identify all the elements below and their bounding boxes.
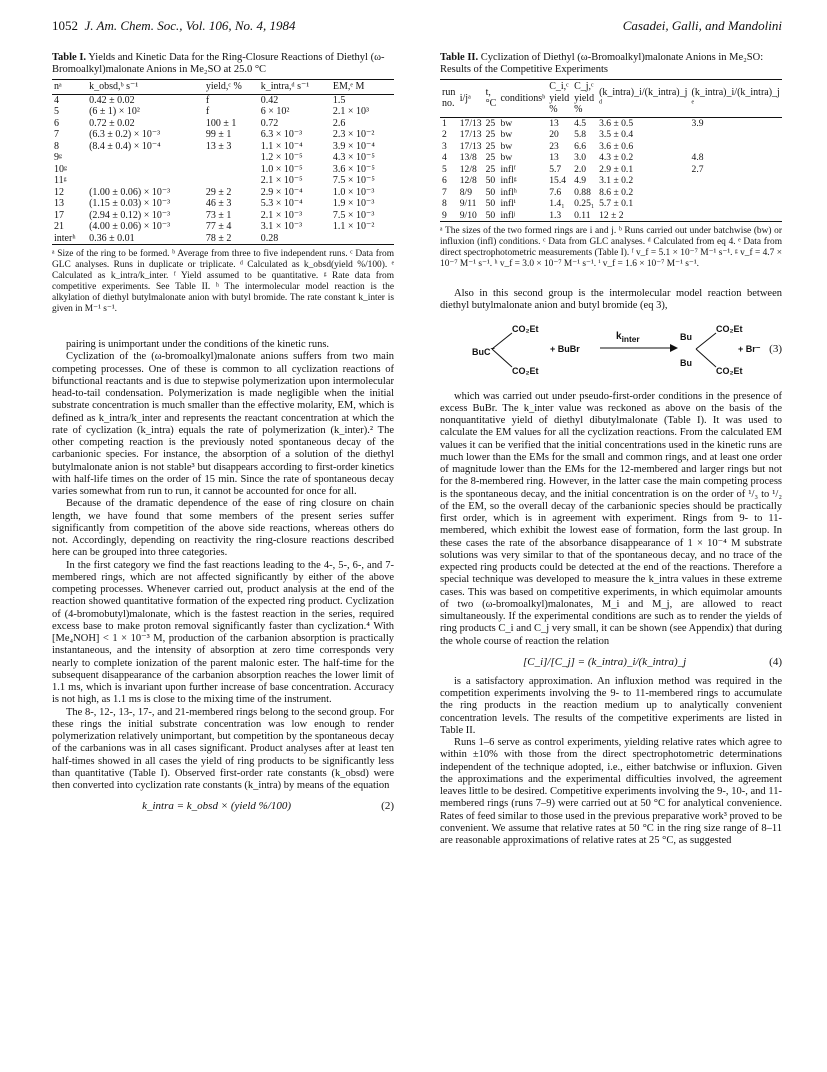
table1-cell: [204, 152, 259, 164]
table2-cell: 3.0: [574, 152, 587, 163]
table1-row: [52, 233, 394, 245]
table2-cell: 25: [485, 163, 496, 175]
table1-cell: (4.00 ± 0.06) × 10⁻³: [89, 221, 171, 232]
page-number: 1052: [52, 18, 78, 33]
equation-4: [440, 656, 782, 668]
table2-row: [440, 129, 782, 141]
table2-cell: 50: [485, 209, 496, 221]
table1-cell: 9ᵍ: [54, 152, 63, 163]
table2-cell: 25: [485, 140, 496, 152]
table1-cell: f: [205, 106, 210, 117]
table1-cell: (8.4 ± 0.4) × 10⁻⁴: [89, 140, 161, 152]
table2-cell: 3: [442, 140, 447, 152]
paragraph: which was carried out under pseudo-first-order conditions in the presence of excess BuBr. The k_inter value was reckoned as above on the basis of the nonquantitative yield of diethyl dibutylmalonate (Table I). It was used to calculate the EM values for all the cyclization reactions. From the calculated EM values it can be verified that the initial concentrations used in the kinetic runs are much lower than the EMs for the small and common rings, and at least one order of magnitude lower than the EMs for the 12-membered and larger rings but not for the 8-membered ring. However, in the latter case the main competing process is the spontaneous decay, and the initial concentration is on the order of ¹/₃ to ¹/₂ of the EM, so the overall decay of the carbanionic species should be practically first order, which is in agreement with experiment. Rings from 9- to 11-membered, which exhibit the lowest ease of formation, form the last group. In these cases the rate of the absorbance disappearance of 1 × 10⁻⁴ M substrate solutions was very similar to that of the spontaneous decay, and no trace of the expected ring products could be detected at the end of the reactions. Therefore a special technique was developed to measure the k_intra values in these extreme cases. This was based on competitive experiments, in which equimolar amounts of two (ω-bromoalkyl)malonates, M_i and M_j, are allowed to react simultaneously. If the experimental conditions are such as to render the yields of ring products C_i and C_j very small, it can be shown (see Appendix) that during the whole course of reaction the relation: [440, 390, 782, 647]
table1-label: Table I.: [52, 52, 87, 63]
table2-header: i/jᵃ: [459, 92, 471, 104]
table1-cell: 1.9 × 10⁻³: [332, 198, 375, 209]
table1-cell: (6.3 ± 0.2) × 10⁻³: [89, 129, 161, 140]
table2-cell: [690, 141, 782, 153]
table2-title: Cyclization of Diethyl (ω-Bromoalkyl)malonate Anions in Me₂SO: Results of the Competitive Experiments: [440, 52, 764, 75]
table1-cell: interʰ: [54, 232, 76, 244]
table2-cell: 15.4: [549, 175, 567, 186]
equation-4-body: [C_i]/[C_j] = (k_intra)_i/(k_intra)_j: [522, 655, 687, 668]
table1-caption: [52, 52, 394, 76]
table2-cell: 3.6 ± 0.5: [599, 117, 634, 129]
table2-cell: 25: [485, 129, 496, 140]
table2-cell: 1: [442, 117, 447, 129]
table1-cell: [331, 233, 394, 245]
table1-cell: 0.72 ± 0.02: [89, 117, 135, 129]
table1-cell: 2.1 × 10³: [332, 106, 370, 117]
table1-cell: 6 × 10²: [260, 106, 290, 117]
table1-cell: 0.28: [260, 232, 279, 244]
table2-cell: bw: [500, 140, 513, 152]
table2-cell: 9/10: [459, 209, 477, 221]
table1-cell: [204, 164, 259, 176]
table1-header-row: [52, 80, 394, 95]
k-symbol: k: [616, 330, 622, 342]
right-body-text-2: [440, 676, 782, 848]
paragraph: pairing is unimportant under the conditions of the kinetic runs.: [66, 339, 330, 350]
table1-cell: 3.1 × 10⁻³: [260, 221, 303, 232]
paragraph: Cyclization of the (ω-bromoalkyl)malonate anions suffers from two main competing processes. One of these is common to all cyclization reactions of bifunctional reactants and is due to stepwise polymerization upon intermolecular head-to-tail condensation. Polymerization is made negligible when the initial substrate concentration is much smaller than the effective molarity, EM, which is defined as k_intra/k_inter and represents the reactant concentration at which the rate of cyclization (k_intra) equals the rate of polymerization (k_inter).² The other competing reaction is the previously noted spontaneous decay of the carbanionic species. For instance, the absorption of a solution of the diethyl butylmalonate anion is not stable³ but disappears according to first-order kinetics with half-life times on the order of 15 min. Since the rate of spontaneous decay varies somewhat from run to run, it cannot be accounted for once for all.: [52, 351, 394, 497]
reagent-bubr: + BuBr: [550, 343, 580, 354]
table2-cell: 2.0: [574, 163, 587, 175]
table1-cell: 13: [54, 198, 64, 209]
table1-cell: 17: [54, 209, 64, 221]
bu-label: Bu: [472, 346, 484, 357]
table2-cell: 5.8: [574, 129, 587, 140]
table1-cell: 99 ± 1: [205, 129, 232, 140]
table1-cell: 4.3 × 10⁻⁵: [332, 152, 375, 163]
table2-cell: 2.9 ± 0.1: [599, 163, 634, 175]
table2-header: t, °C: [485, 86, 497, 110]
table1-header: EM,ᵉ M: [332, 81, 365, 92]
table1-cell: 3.6 × 10⁻⁵: [332, 163, 375, 175]
table1-cell: 7.5 × 10⁻⁵: [332, 175, 375, 186]
table2-row: [440, 187, 782, 199]
product-bu-top: Bu: [680, 331, 692, 342]
left-column: [52, 52, 394, 820]
table2-header: C_j,ᶜ yield %: [574, 81, 595, 115]
table2-cell: [690, 175, 782, 187]
table1-row: [52, 129, 394, 141]
table2-row: [440, 117, 782, 129]
rate-constant-label: [616, 331, 640, 345]
table2-cell: 3.9: [691, 117, 704, 129]
table1-cell: 0.72: [260, 117, 279, 129]
table1-cell: 2.1 × 10⁻³: [260, 209, 303, 221]
table2-cell: 23: [549, 140, 559, 152]
table2-cell: 2.7: [691, 163, 704, 175]
table1-cell: 1.0 × 10⁻³: [332, 186, 375, 198]
table2-cell: 25: [485, 117, 496, 129]
table2-header: (k_intra)_i/(k_intra)_j ᵉ: [691, 86, 780, 110]
table1-cell: [87, 164, 204, 176]
table2-header: conditionsᵇ: [500, 92, 546, 104]
reactant-bu: BuC−: [472, 343, 495, 357]
table2-row: [440, 210, 782, 222]
table2-row: [440, 141, 782, 153]
table1-row: [52, 198, 394, 210]
table1-cell: 3.9 × 10⁻⁴: [332, 140, 375, 152]
table1-header: nᵃ: [54, 81, 62, 92]
table1-title: Yields and Kinetic Data for the Ring-Closure Reactions of Diethyl (ω-Bromoalkyl)malonate Anions in Me₂SO at 25.0 °C: [52, 52, 385, 75]
table1-cell: f: [205, 94, 210, 106]
table2-cell: 9: [442, 209, 447, 221]
table2-cell: 13/8: [459, 152, 477, 163]
table1-cell: 1.1 × 10⁻²: [332, 221, 375, 232]
table2: [440, 79, 782, 221]
table2-cell: 12/8: [459, 163, 477, 175]
table2-cell: 3.5 ± 0.4: [599, 129, 634, 140]
table1-row: [52, 175, 394, 187]
arrow-head: [670, 344, 678, 352]
table2-cell: 1.4₁: [549, 198, 565, 209]
table1-row: [52, 152, 394, 164]
table2-cell: inflʲ: [500, 209, 516, 221]
table2-cell: 0.25₁: [574, 198, 595, 209]
table2-cell: 8: [442, 198, 447, 209]
table2-cell: 2: [442, 129, 447, 140]
table2-cell: 12/8: [459, 175, 477, 186]
table1-cell: 77 ± 4: [205, 221, 232, 232]
product-co2et-top: CO₂Et: [716, 323, 743, 334]
equation-2-number: (2): [381, 800, 394, 813]
table1-cell: 5.3 × 10⁻⁴: [260, 198, 303, 209]
table2-cell: 6.6: [574, 140, 587, 152]
table1-row: [52, 187, 394, 199]
equation-4-number: (4): [769, 655, 782, 668]
table1-cell: 11ᵍ: [54, 175, 67, 186]
table2-cell: 20: [549, 129, 559, 140]
left-body-text: [52, 339, 394, 792]
table1-cell: 0.36 ± 0.01: [89, 232, 135, 244]
table1-cell: 13 ± 3: [205, 140, 232, 152]
header-left: [52, 18, 296, 34]
table2-header-row: [440, 80, 782, 118]
scheme-3-number: (3): [769, 342, 782, 355]
table2-cell: [690, 198, 782, 210]
table1-cell: 1.5: [332, 94, 346, 106]
right-column: [440, 52, 782, 847]
table1-cell: 46 ± 3: [205, 198, 232, 209]
table1-cell: 2.9 × 10⁻⁴: [260, 186, 303, 198]
table1-cell: 12: [54, 186, 64, 198]
table1-cell: (1.00 ± 0.06) × 10⁻³: [89, 186, 171, 198]
table2-cell: 4: [442, 152, 447, 163]
right-intro-paragraph: Also in this second group is the intermolecular model reaction between diethyl butylmalonate anion and butyl bromide (eq 3),: [440, 288, 782, 312]
table2-row: [440, 175, 782, 187]
header-authors: Casadei, Galli, and Mandolini: [622, 18, 782, 33]
table2-footnote: ᵃ The sizes of the two formed rings are i and j. ᵇ Runs carried out under batchwise (bw) or influxion (infl) conditions. ᶜ Data from GLC analyses. ᵈ Calculated from eq 4. ᵉ Data from direct spectrophotometric measurements (Table I). ᶠ v_f = 5.1 × 10⁻⁷ M⁻¹ s⁻¹. ᵍ v_f = 4.7 × 10⁻⁷ M⁻¹ s⁻¹. ʰ v_f = 3.0 × 10⁻⁷ M⁻¹ s⁻¹. ⁱ v_f = 1.6 × 10⁻⁷ M⁻¹ s⁻¹.: [440, 226, 782, 269]
table2-cell: 12 ± 2: [599, 209, 624, 221]
product-bu-bottom: Bu: [680, 357, 692, 368]
table2-cell: [690, 187, 782, 199]
journal-citation: J. Am. Chem. Soc., Vol. 106, No. 4, 1984: [84, 18, 296, 33]
table2-header: (k_intra)_i/(k_intra)_j ᵈ: [599, 86, 688, 110]
table2-cell: 17/13: [459, 129, 482, 140]
table1-header: yield,ᶜ %: [205, 81, 242, 92]
table2-cell: inflᶠ: [500, 163, 516, 175]
table2-cell: 0.11: [574, 209, 591, 221]
table1-cell: 0.42 ± 0.02: [89, 94, 135, 106]
paragraph: In the first category we find the fast reactions leading to the 4-, 5-, 6-, and 7-membered rings, which are not affected significantly by either of the above competing processes. Whenever carried out, product analysis at the end of the reaction showed quantitative formation of the expected ring product. Cyclization of (4-bromobutyl)malonate, which is the fastest reaction in the series, required excess base to make proton removal significantly faster than cyclization.⁴ With [Me₄NOH] < 1 × 10⁻³ M, production of the carbanion absorption is practically instantaneous, and the intensity of absorption at zero time corresponds very nearly to complete ionization of the parent malonic ester. The half-time for the subsequent disappearance of the carbanion absorption reaches the lower limit of 1.1 ms, which is invariant upon further increase of base concentration. Accuracy is not high, as 1.1 ms is close to the mixing time of the instrument.: [52, 559, 394, 706]
table2-row: [440, 198, 782, 210]
table1-cell: 1.1 × 10⁻⁴: [260, 140, 303, 152]
table2-cell: inflᵍ: [500, 175, 517, 186]
table1-cell: 7: [54, 129, 59, 140]
table1-row: [52, 141, 394, 153]
table2-cell: 17/13: [459, 117, 482, 129]
table2-cell: 1.3: [549, 209, 562, 221]
table1-cell: (6 ± 1) × 10²: [89, 106, 140, 117]
table2-cell: 13: [549, 117, 559, 129]
table1-cell: 2.3 × 10⁻²: [332, 129, 375, 140]
table1-cell: 29 ± 2: [205, 186, 232, 198]
bond-line: [492, 333, 512, 349]
table2-cell: 3.1 ± 0.2: [599, 175, 634, 186]
bond-line: [492, 349, 512, 367]
table2-cell: inflⁱ: [500, 198, 516, 209]
table2-cell: 50: [485, 198, 496, 209]
table2-header: run no.: [442, 86, 456, 110]
table1-row: [52, 94, 394, 106]
table1-row: [52, 164, 394, 176]
page-header: [52, 18, 782, 36]
table1-cell: 2.1 × 10⁻⁵: [260, 175, 303, 186]
table1-cell: (2.94 ± 0.12) × 10⁻³: [89, 209, 171, 221]
equation-2-body: k_intra = k_obsd × (yield %/100): [142, 800, 292, 813]
table2-cell: [690, 210, 782, 222]
table2-cell: bw: [500, 152, 513, 163]
table2-header: C_i,ᶜ yield %: [549, 81, 570, 115]
k-subscript: inter: [621, 333, 640, 344]
table1: [52, 79, 394, 244]
table1-row: [52, 210, 394, 222]
table1-cell: [87, 175, 204, 187]
table2-cell: bw: [500, 117, 513, 129]
table2-caption: [440, 52, 782, 76]
bond-line: [696, 333, 716, 349]
table1-cell: 100 ± 1: [205, 117, 237, 129]
table1-header: k_obsd,ᵇ s⁻¹: [89, 81, 139, 92]
bond-line: [696, 349, 716, 367]
reactant-co2et-bottom: CO₂Et: [512, 365, 539, 376]
table1-cell: 1.0 × 10⁻⁵: [260, 163, 303, 175]
table2-cell: 8.6 ± 0.2: [599, 186, 634, 198]
table1-cell: 7.5 × 10⁻³: [332, 209, 375, 221]
table1-cell: 73 ± 1: [205, 209, 232, 221]
equation-2: [52, 800, 394, 812]
table2-cell: 4.9: [574, 175, 587, 186]
table2-label: Table II.: [440, 52, 479, 63]
table2-cell: 5.7 ± 0.1: [599, 198, 634, 209]
table1-cell: [87, 152, 204, 164]
table1-row: [52, 221, 394, 233]
table2-cell: 4.5: [574, 117, 587, 129]
table1-cell: 4: [54, 94, 59, 106]
table2-cell: 7.6: [549, 186, 562, 198]
right-body-text: [440, 391, 782, 648]
scheme-3: [440, 321, 782, 381]
table1-body: [52, 94, 394, 244]
table2-cell: 13: [549, 152, 559, 163]
table2-row: [440, 152, 782, 164]
table2-cell: 5: [442, 163, 447, 175]
paragraph: Runs 1–6 serve as control experiments, yielding relative rates which agree to within ±10% with those from the direct spectrophotometric determinations independent of the technique adopted, i.e., either batchwise or influxion. Given the approximations and the experimental difficulties involved, the agreement leaves little to be desired. Competitive experiments involving the 9-, 10-, and 11-membered rings (runs 7–9) were carried out at 50 °C for analytical convenience. Rates of feed similar to those used in the previous preparative work³ proved to be convenient. We assume that relative rates at 50 °C in the ring size range of 8–11 are reasonable approximations of relative rates at 25 °C, as suggested: [440, 737, 782, 847]
table2-cell: bw: [500, 129, 513, 140]
table2-cell: 4.3 ± 0.2: [599, 152, 634, 163]
table2-cell: 0.88: [574, 186, 591, 198]
table1-row: [52, 106, 394, 118]
table2-cell: 25: [485, 152, 496, 163]
table1-cell: 21: [54, 221, 64, 232]
table2-cell: [690, 129, 782, 141]
table2-cell: inflʰ: [500, 186, 517, 198]
table1-cell: 78 ± 2: [205, 232, 232, 244]
reactant-co2et-top: CO₂Et: [512, 323, 539, 334]
paragraph: Because of the dramatic dependence of the ease of ring closure on chain length, we have found that some members of the present series suffer significantly from competition of the above side reactions, whereas others do not. Accordingly, depending on reactivity the ring-closure reactions described here can be grouped into three categories.: [52, 498, 394, 559]
table2-cell: 50: [485, 186, 496, 198]
product-co2et-bottom: CO₂Et: [716, 365, 743, 376]
table1-cell: 2.6: [332, 117, 346, 129]
paragraph: is a satisfactory approximation. An influxion method was required in the competition experiments involving the 9- to 11-membered rings to accumulate the ring products in the reaction medium up to analytically convenient concentration levels. The results of the competitive experiments are listed in Table II.: [440, 675, 782, 736]
table1-cell: 8: [54, 140, 59, 152]
table2-cell: 3.6 ± 0.6: [599, 140, 634, 152]
table2-cell: 5.7: [549, 163, 562, 175]
table2-cell: 8/9: [459, 186, 472, 198]
table1-cell: (1.15 ± 0.03) × 10⁻³: [89, 198, 171, 209]
table2-cell: 17/13: [459, 140, 482, 152]
table1-cell: 6: [54, 117, 59, 129]
table2-cell: 9/11: [459, 198, 477, 209]
table1-cell: [204, 175, 259, 187]
table1-cell: 1.2 × 10⁻⁵: [260, 152, 303, 163]
table1-row: [52, 118, 394, 130]
table1-cell: 5: [54, 106, 59, 117]
table1-header: k_intra,ᵈ s⁻¹: [260, 81, 310, 92]
table1-footnote: ᵃ Size of the ring to be formed. ᵇ Average from three to five independent runs. ᶜ Data from GLC analyses. Runs in duplicate or triplicate. ᵈ Calculated as k_obsd(yield %/100). ᵉ Calculated as k_intra/k_inter. ᶠ Yield assumed to be quantitative. ᵍ Rate data from competitive experiments. See Table II. ʰ The intermolecular model reaction is the alkylation of diethyl butylmalonate anion with butyl bromide. The rate constant k_inter is given in M⁻¹ s⁻¹.: [52, 249, 394, 314]
table2-cell: 50: [485, 175, 496, 186]
table2-body: [440, 117, 782, 221]
product-bromide: + Br⁻: [738, 343, 761, 354]
table1-cell: 0.42: [260, 94, 279, 106]
table2-cell: 4.8: [691, 152, 704, 163]
table1-cell: 10ᵍ: [54, 163, 68, 175]
table1-cell: 6.3 × 10⁻³: [260, 129, 303, 140]
table2-row: [440, 164, 782, 176]
paragraph: The 8-, 12-, 13-, 17-, and 21-membered rings belong to the second group. For these rings the initial substrate concentration was low enough to render polymerization relatively unimportant, but competition by the spontaneous decay of the carbanions was in all cases significant. Product analyses after at least ten half-times showed in all cases the yield of ring products to be significantly less than quantitative (Table I). Observed first-order rate constants (k_obsd) were then converted into cyclization rate constants (k_intra) by means of the equation: [52, 706, 394, 791]
table2-cell: 7: [442, 186, 447, 198]
table2-cell: 6: [442, 175, 447, 186]
